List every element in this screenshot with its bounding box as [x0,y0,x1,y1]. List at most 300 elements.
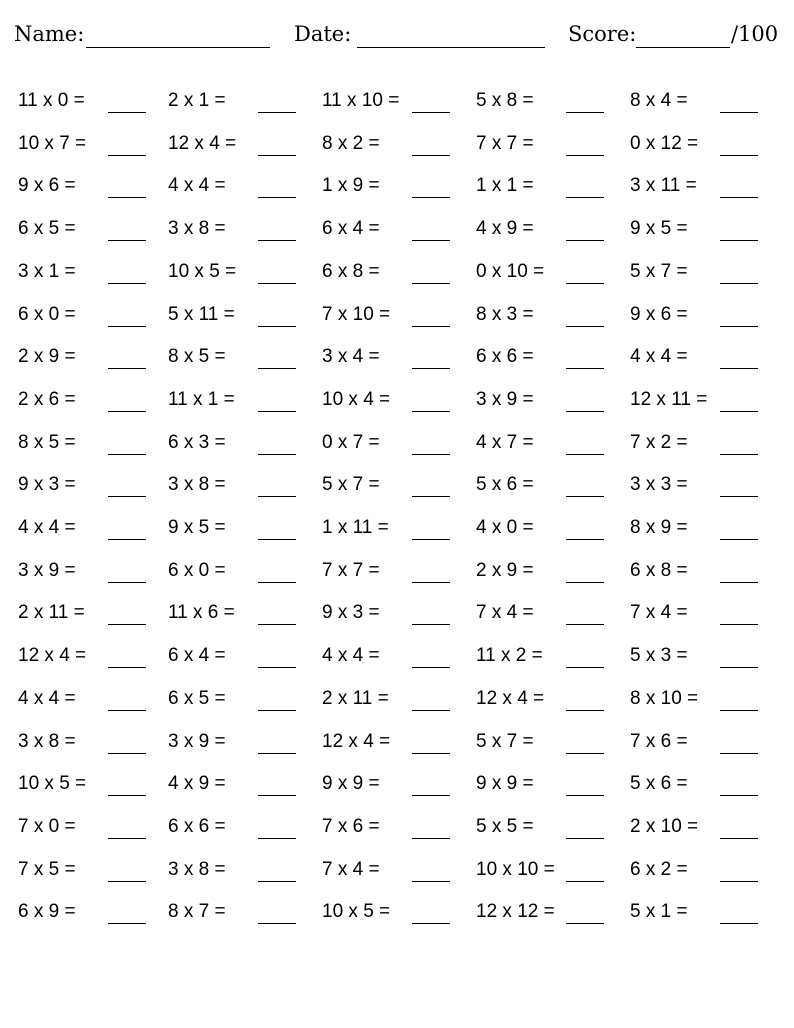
answer-blank[interactable] [108,667,146,668]
problem-text: 11 x 2 = [476,645,543,667]
problem-row [0,633,794,673]
answer-blank[interactable] [108,624,146,625]
problem-row [0,847,794,887]
math-problem [168,292,308,332]
problem-text: 10 x 4 = [322,388,391,410]
answer-blank[interactable] [720,624,758,625]
answer-blank[interactable] [412,838,450,839]
problem-text: 3 x 9 = [18,559,76,581]
answer-blank[interactable] [566,155,604,156]
answer-blank[interactable] [108,923,146,924]
answer-blank[interactable] [566,197,604,198]
math-problem [630,377,770,417]
math-problem [630,462,770,502]
math-problem [322,249,462,289]
math-problem [18,847,158,887]
problem-text: 12 x 12 = [476,901,555,923]
answer-blank[interactable] [412,582,450,583]
problem-text: 3 x 1 = [18,260,76,282]
math-problem [168,548,308,588]
answer-blank[interactable] [108,283,146,284]
problem-text: 12 x 4 = [322,730,391,752]
answer-blank[interactable] [412,881,450,882]
problem-text: 0 x 7 = [322,431,380,453]
answer-blank[interactable] [566,496,604,497]
problem-text: 12 x 4 = [18,645,87,667]
problem-text: 5 x 1 = [630,901,688,923]
problem-text: 8 x 2 = [322,132,380,154]
name-label: Name: [14,22,85,46]
answer-blank[interactable] [566,624,604,625]
problem-text: 7 x 6 = [322,815,380,837]
answer-blank[interactable] [720,582,758,583]
answer-blank[interactable] [566,710,604,711]
math-problem [168,462,308,502]
math-problem [322,889,462,929]
math-problem [476,334,616,374]
problem-text: 6 x 9 = [18,901,76,923]
problem-row [0,121,794,161]
math-problem [168,633,308,673]
math-problem [168,761,308,801]
math-problem [168,334,308,374]
problem-text: 6 x 4 = [322,218,380,240]
score-field[interactable] [636,47,730,48]
problem-text: 9 x 9 = [476,773,534,795]
answer-blank[interactable] [566,667,604,668]
answer-blank[interactable] [720,753,758,754]
problem-text: 10 x 5 = [322,901,391,923]
problem-row [0,761,794,801]
problem-text: 9 x 6 = [630,303,688,325]
problem-text: 5 x 6 = [630,773,688,795]
answer-blank[interactable] [258,283,296,284]
answer-blank[interactable] [720,539,758,540]
problem-text: 2 x 6 = [18,388,76,410]
math-problem [322,292,462,332]
math-problem [322,163,462,203]
problem-text: 7 x 4 = [630,602,688,624]
math-problem [476,121,616,161]
problem-text: 9 x 5 = [168,517,226,538]
answer-blank[interactable] [720,411,758,412]
problem-text: 7 x 4 = [476,602,534,624]
math-problem [168,676,308,716]
problem-text: 5 x 7 = [322,474,380,496]
problem-row [0,505,794,545]
answer-blank[interactable] [566,881,604,882]
problem-text: 9 x 9 = [322,773,380,795]
math-problem [476,78,616,118]
problem-text: 4 x 0 = [476,517,534,538]
math-problem [630,78,770,118]
math-problem [630,334,770,374]
problem-text: 7 x 6 = [630,730,688,752]
answer-blank[interactable] [720,667,758,668]
problem-row [0,206,794,246]
math-problem [630,505,770,545]
math-problem [476,633,616,673]
math-problem [18,334,158,374]
math-problem [18,548,158,588]
math-problem [476,249,616,289]
math-problem [630,761,770,801]
math-problem [322,761,462,801]
answer-blank[interactable] [720,112,758,113]
math-problem [476,548,616,588]
problem-text: 6 x 5 = [168,687,226,709]
answer-blank[interactable] [258,753,296,754]
math-problem [322,121,462,161]
worksheet-header [0,20,794,52]
math-problem [630,847,770,887]
answer-blank[interactable] [412,454,450,455]
answer-blank[interactable] [258,582,296,583]
answer-blank[interactable] [412,283,450,284]
problem-text: 8 x 3 = [476,303,534,325]
math-problem [18,761,158,801]
answer-blank[interactable] [566,240,604,241]
problem-text: 5 x 5 = [476,815,534,837]
math-problem [476,676,616,716]
problem-text: 10 x 10 = [476,858,555,880]
answer-blank[interactable] [108,881,146,882]
math-problem [18,505,158,545]
problem-text: 12 x 11 = [630,388,708,410]
answer-blank[interactable] [566,326,604,327]
answer-blank[interactable] [566,368,604,369]
answer-blank[interactable] [258,539,296,540]
problem-text: 4 x 9 = [168,773,226,795]
answer-blank[interactable] [258,112,296,113]
math-problem [476,804,616,844]
math-problem [322,719,462,759]
name-field[interactable] [86,47,270,48]
answer-blank[interactable] [108,710,146,711]
answer-blank[interactable] [412,539,450,540]
answer-blank[interactable] [566,539,604,540]
answer-blank[interactable] [412,326,450,327]
problem-text: 2 x 11 = [322,687,389,709]
answer-blank[interactable] [412,710,450,711]
math-problem [18,889,158,929]
problem-text: 7 x 5 = [18,858,76,880]
math-problem [322,377,462,417]
problem-row [0,889,794,929]
answer-blank[interactable] [258,710,296,711]
math-problem [18,462,158,502]
math-problem [630,590,770,630]
math-problem [18,719,158,759]
answer-blank[interactable] [108,240,146,241]
answer-blank[interactable] [412,155,450,156]
answer-blank[interactable] [412,240,450,241]
problem-text: 2 x 1 = [168,90,226,111]
problem-row [0,676,794,716]
answer-blank[interactable] [720,197,758,198]
problem-text: 4 x 9 = [476,218,534,240]
answer-blank[interactable] [258,881,296,882]
answer-blank[interactable] [258,624,296,625]
math-problem [18,206,158,246]
math-problem [168,163,308,203]
problem-text: 9 x 3 = [18,474,76,496]
math-problem [168,206,308,246]
date-field[interactable] [357,47,545,48]
answer-blank[interactable] [108,197,146,198]
answer-blank[interactable] [258,240,296,241]
problem-text: 5 x 6 = [476,474,534,496]
math-problem [18,377,158,417]
answer-blank[interactable] [412,496,450,497]
problem-text: 3 x 8 = [168,474,226,496]
problem-text: 7 x 2 = [630,431,688,453]
problem-text: 3 x 3 = [630,474,688,496]
math-problem [322,847,462,887]
problem-text: 6 x 2 = [630,858,688,880]
answer-blank[interactable] [566,838,604,839]
math-problem [168,590,308,630]
math-problem [476,462,616,502]
answer-blank[interactable] [108,539,146,540]
problem-text: 2 x 9 = [18,346,76,368]
answer-blank[interactable] [258,923,296,924]
problem-text: 7 x 10 = [322,303,391,325]
answer-blank[interactable] [258,155,296,156]
answer-blank[interactable] [412,753,450,754]
math-problem [18,163,158,203]
answer-blank[interactable] [108,753,146,754]
problem-text: 6 x 6 = [168,815,226,837]
answer-blank[interactable] [412,112,450,113]
math-problem [630,719,770,759]
problem-row [0,804,794,844]
answer-blank[interactable] [720,454,758,455]
math-problem [322,78,462,118]
answer-blank[interactable] [258,197,296,198]
math-problem [18,78,158,118]
math-problem [18,249,158,289]
math-problem [168,505,308,545]
answer-blank[interactable] [258,838,296,839]
math-problem [168,804,308,844]
math-problem [476,377,616,417]
problem-text: 4 x 4 = [322,645,380,667]
answer-blank[interactable] [258,667,296,668]
answer-blank[interactable] [720,838,758,839]
answer-blank[interactable] [720,326,758,327]
answer-blank[interactable] [108,155,146,156]
problem-text: 4 x 4 = [630,346,688,368]
answer-blank[interactable] [720,881,758,882]
math-problem [18,676,158,716]
problem-text: 4 x 7 = [476,431,534,453]
math-problem [322,676,462,716]
problem-text: 8 x 9 = [630,517,688,538]
problem-row [0,377,794,417]
math-problem [476,292,616,332]
problem-row [0,420,794,460]
math-problem [630,249,770,289]
answer-blank[interactable] [566,283,604,284]
problem-text: 5 x 7 = [630,260,688,282]
problem-text: 4 x 4 = [18,687,76,709]
problem-text: 8 x 5 = [168,346,226,368]
answer-blank[interactable] [108,454,146,455]
problem-text: 7 x 7 = [322,559,380,581]
answer-blank[interactable] [108,795,146,796]
answer-blank[interactable] [566,582,604,583]
answer-blank[interactable] [108,326,146,327]
problem-text: 3 x 8 = [168,218,226,240]
problem-text: 5 x 8 = [476,90,534,111]
problem-row [0,719,794,759]
answer-blank[interactable] [258,368,296,369]
math-problem [476,163,616,203]
problem-text: 7 x 7 = [476,132,534,154]
problem-text: 1 x 1 = [476,175,534,197]
math-problem [476,847,616,887]
math-problem [168,719,308,759]
answer-blank[interactable] [412,923,450,924]
problem-text: 6 x 8 = [630,559,688,581]
problem-text: 10 x 7 = [18,132,87,154]
math-problem [322,633,462,673]
answer-blank[interactable] [108,582,146,583]
answer-blank[interactable] [258,411,296,412]
answer-blank[interactable] [108,112,146,113]
problem-text: 1 x 11 = [322,517,389,538]
answer-blank[interactable] [720,283,758,284]
problem-text: 7 x 4 = [322,858,380,880]
answer-blank[interactable] [412,624,450,625]
math-problem [322,804,462,844]
answer-blank[interactable] [720,923,758,924]
problem-text: 2 x 9 = [476,559,534,581]
math-problem [630,633,770,673]
math-problem [630,889,770,929]
math-problem [476,206,616,246]
answer-blank[interactable] [108,496,146,497]
score-label: Score: [568,22,637,46]
answer-blank[interactable] [566,112,604,113]
math-problem [18,590,158,630]
answer-blank[interactable] [258,795,296,796]
answer-blank[interactable] [412,197,450,198]
math-problem [168,78,308,118]
problem-text: 6 x 0 = [168,559,226,581]
problem-text: 6 x 6 = [476,346,534,368]
math-problem [630,420,770,460]
math-problem [630,548,770,588]
problem-text: 11 x 0 = [18,90,85,111]
math-problem [168,377,308,417]
problem-text: 11 x 1 = [168,388,235,410]
problem-text: 6 x 3 = [168,431,226,453]
math-problem [630,121,770,161]
math-problem [476,719,616,759]
answer-blank[interactable] [412,667,450,668]
answer-blank[interactable] [720,496,758,497]
problem-text: 6 x 8 = [322,260,380,282]
math-problem [476,505,616,545]
answer-blank[interactable] [566,411,604,412]
problem-text: 5 x 3 = [630,645,688,667]
math-problem [168,889,308,929]
answer-blank[interactable] [720,368,758,369]
problem-text: 10 x 5 = [18,773,87,795]
math-problem [630,206,770,246]
math-problem [476,889,616,929]
problem-text: 12 x 4 = [476,687,545,709]
math-problem [18,121,158,161]
math-problem [18,420,158,460]
answer-blank[interactable] [108,411,146,412]
problem-text: 11 x 6 = [168,602,235,624]
answer-blank[interactable] [108,838,146,839]
problem-row [0,548,794,588]
problem-text: 9 x 6 = [18,175,76,197]
answer-blank[interactable] [566,454,604,455]
math-problem [630,292,770,332]
date-label: Date: [294,22,352,46]
problem-text: 6 x 0 = [18,303,76,325]
answer-blank[interactable] [720,710,758,711]
math-problem [322,462,462,502]
problem-text: 2 x 10 = [630,815,699,837]
answer-blank[interactable] [412,795,450,796]
problem-text: 4 x 4 = [18,517,76,538]
problem-text: 8 x 5 = [18,431,76,453]
math-problem [476,420,616,460]
problem-text: 9 x 5 = [630,218,688,240]
answer-blank[interactable] [566,795,604,796]
problem-row [0,78,794,118]
answer-blank[interactable] [720,240,758,241]
math-problem [630,804,770,844]
math-problem [322,590,462,630]
answer-blank[interactable] [258,454,296,455]
answer-blank[interactable] [108,368,146,369]
math-problem [168,249,308,289]
problem-text: 8 x 4 = [630,90,688,111]
problem-row [0,462,794,502]
math-problem [18,804,158,844]
problem-text: 3 x 8 = [18,730,76,752]
problem-text: 3 x 9 = [168,730,226,752]
problem-text: 6 x 4 = [168,645,226,667]
answer-blank[interactable] [720,155,758,156]
problem-text: 8 x 10 = [630,687,699,709]
answer-blank[interactable] [258,496,296,497]
score-total: /100 [731,22,779,46]
answer-blank[interactable] [566,923,604,924]
problem-text: 5 x 7 = [476,730,534,752]
answer-blank[interactable] [258,326,296,327]
math-problem [168,847,308,887]
answer-blank[interactable] [720,795,758,796]
problem-text: 7 x 0 = [18,815,76,837]
problem-text: 3 x 4 = [322,346,380,368]
math-problem [322,206,462,246]
answer-blank[interactable] [566,753,604,754]
math-problem [322,505,462,545]
answer-blank[interactable] [412,411,450,412]
math-problem [322,548,462,588]
answer-blank[interactable] [412,368,450,369]
math-problem [630,676,770,716]
math-problem [322,334,462,374]
